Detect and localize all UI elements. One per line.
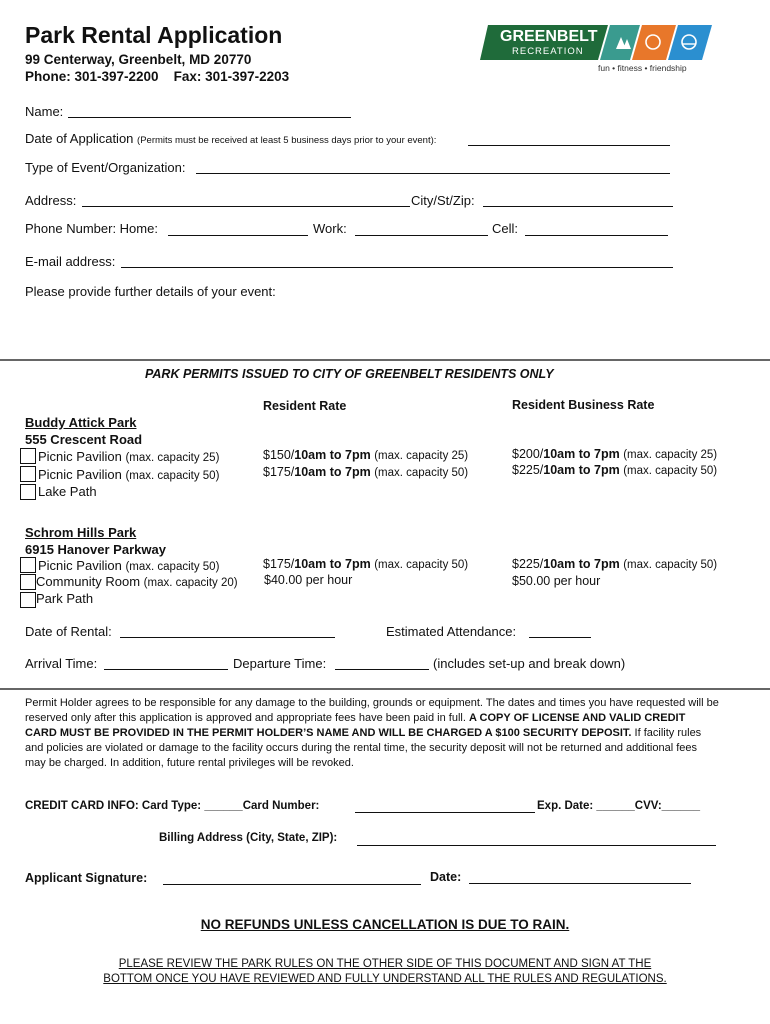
arrival-field[interactable] [104,669,228,670]
terms-paragraph [25,696,720,771]
item-schrom-pavilion-50 [38,558,219,573]
phone-home-label: Phone Number: Home: [25,221,158,236]
name-label: Name: [25,104,64,119]
checkbox-schrom-pavilion-50[interactable] [20,557,36,573]
price: $225/ [512,463,544,477]
cap: (max. capacity 25) [623,449,718,461]
park-name-buddy-attick: Buddy Attick Park [25,415,137,430]
time: 10am to 7pm [543,463,620,477]
arrival-label: Arrival Time: [25,656,98,671]
checkbox-schrom-community-room[interactable] [20,574,36,590]
name-field[interactable] [68,117,351,118]
item-cap: (max. capacity 50) [125,470,220,482]
address-label: Address: [25,193,77,208]
time: 10am to 7pm [294,557,371,571]
item-schrom-community-room [36,574,238,589]
item-schrom-park-path: Park Path [36,591,94,606]
terms-bold: A COPY OF LICENSE AND VALID CREDIT CARD MUST BE PROVIDED IN THE PERMIT HOLDER’S NAME AND WILL BE CHARGED A $100 SECURITY DEPOSIT. [25,712,686,739]
time: 10am to 7pm [543,447,620,461]
cap: (max. capacity 50) [623,559,718,571]
item-cap: (max. capacity 25) [125,452,220,464]
refund-notice: NO REFUNDS UNLESS CANCELLATION IS DUE TO RAIN. [200,917,570,932]
phone-number: Phone: 301-397-2200 [25,69,159,84]
email-label: E-mail address: [25,254,116,269]
exp-cvv-label: Exp. Date: ______CVV:______ [537,800,701,812]
business-rate-header: Resident Business Rate [512,398,655,412]
work-label: Work: [313,221,347,236]
rental-date-field[interactable] [120,637,335,638]
rate-res-schrom-room: $40.00 per hour [264,573,353,587]
date-application-note: (Permits must be received at least 5 business days prior to your event): [137,135,437,146]
divider [0,359,770,361]
checkbox-buddy-pavilion-25[interactable] [20,448,36,464]
departure-field[interactable] [335,669,429,670]
cell-label: Cell: [492,221,519,236]
item-buddy-lake-path: Lake Path [38,484,97,499]
park-name-schrom-hills: Schrom Hills Park [25,525,137,540]
price: $200/ [512,447,544,461]
date-application-label [25,131,436,146]
attendance-label: Estimated Attendance: [386,624,517,639]
event-type-label: Type of Event/Organization: [25,160,186,175]
signature-label: Applicant Signature: [25,871,148,885]
setup-note: (includes set-up and break down) [433,656,626,671]
item-cap: (max. capacity 20) [143,577,238,589]
price: $175/ [263,557,295,571]
event-type-field[interactable] [196,173,670,174]
rate-res-schrom-50 [263,557,468,571]
attendance-field[interactable] [529,637,591,638]
billing-field[interactable] [357,845,716,846]
checkbox-buddy-pavilion-50[interactable] [20,466,36,482]
rental-date-label: Date of Rental: [25,624,112,639]
phone-work-field[interactable] [355,235,488,236]
billing-label: Billing Address (City, State, ZIP): [159,832,338,844]
terms-text-2: If facility rules and policies are violated or damage to the facility occurs during the rental time, the security deposit will not be returned and additional fees may be charged. In addition, future rental privileges will be revoked. [25,727,702,769]
cap: (max. capacity 50) [623,465,718,477]
signature-date-label: Date: [430,870,462,884]
email-field[interactable] [121,267,673,268]
price: $150/ [263,448,295,462]
resident-rate-header: Resident Rate [263,399,347,413]
card-number-field[interactable] [355,812,535,813]
page-title: Park Rental Application [25,22,283,48]
phone-line [25,69,289,84]
details-field[interactable] [25,302,745,356]
item-label: Community Room [36,574,141,589]
terms-text: Permit Holder agrees to be responsible for any damage to the building, grounds or equipment. The dates and times you have requested will be reserved only after this application is approved and appropriate fees have been paid in full. [25,697,719,724]
departure-label: Departure Time: [233,656,327,671]
item-buddy-pavilion-25 [38,449,219,464]
rate-bus-schrom-room: $50.00 per hour [512,574,601,588]
logo-tagline: fun • fitness • friendship [598,63,687,73]
divider [0,688,770,690]
park-street-schrom-hills: 6915 Hanover Parkway [25,542,166,557]
cap: (max. capacity 50) [374,467,469,479]
cap: (max. capacity 50) [374,559,469,571]
date-application-field[interactable] [468,145,670,146]
city-label: City/St/Zip: [411,193,475,208]
details-label: Please provide further details of your event: [25,284,276,299]
item-label: Picnic Pavilion [38,449,122,464]
fax-number: Fax: 301-397-2203 [173,69,290,84]
checkbox-schrom-park-path[interactable] [20,592,36,608]
rate-res-buddy-50 [263,465,468,479]
address-field[interactable] [82,206,410,207]
rate-bus-buddy-25 [512,447,717,461]
logo-name: GREENBELT [500,28,598,45]
rate-bus-buddy-50 [512,463,717,477]
credit-card-label: CREDIT CARD INFO: Card Type: ______Card Number: [25,800,320,812]
item-buddy-pavilion-50 [38,467,219,482]
greenbelt-logo [480,25,715,75]
city-field[interactable] [483,206,673,207]
item-label: Picnic Pavilion [38,467,122,482]
phone-home-field[interactable] [168,235,308,236]
park-street-buddy-attick: 555 Crescent Road [25,432,143,447]
time: 10am to 7pm [294,448,371,462]
date-application-text: Date of Application [25,131,134,146]
phone-cell-field[interactable] [525,235,668,236]
price: $225/ [512,557,544,571]
review-notice-2: BOTTOM ONCE YOU HAVE REVIEWED AND FULLY UNDERSTAND ALL THE RULES AND REGULATIONS. [103,973,667,985]
logo-sub: RECREATION [512,46,584,57]
address-line: 99 Centerway, Greenbelt, MD 20770 [25,52,252,67]
rate-res-buddy-25 [263,448,468,462]
signature-date-field[interactable] [469,883,691,884]
review-notice-1: PLEASE REVIEW THE PARK RULES ON THE OTHER SIDE OF THIS DOCUMENT AND SIGN AT THE [118,958,652,970]
permits-notice: PARK PERMITS ISSUED TO CITY OF GREENBELT RESIDENTS ONLY [145,367,554,381]
item-label: Picnic Pavilion [38,558,122,573]
rate-bus-schrom-50 [512,557,717,571]
checkbox-buddy-lake-path[interactable] [20,484,36,500]
price: $175/ [263,465,295,479]
cap: (max. capacity 25) [374,450,469,462]
time: 10am to 7pm [543,557,620,571]
item-cap: (max. capacity 50) [125,561,220,573]
signature-field[interactable] [163,884,421,885]
time: 10am to 7pm [294,465,371,479]
